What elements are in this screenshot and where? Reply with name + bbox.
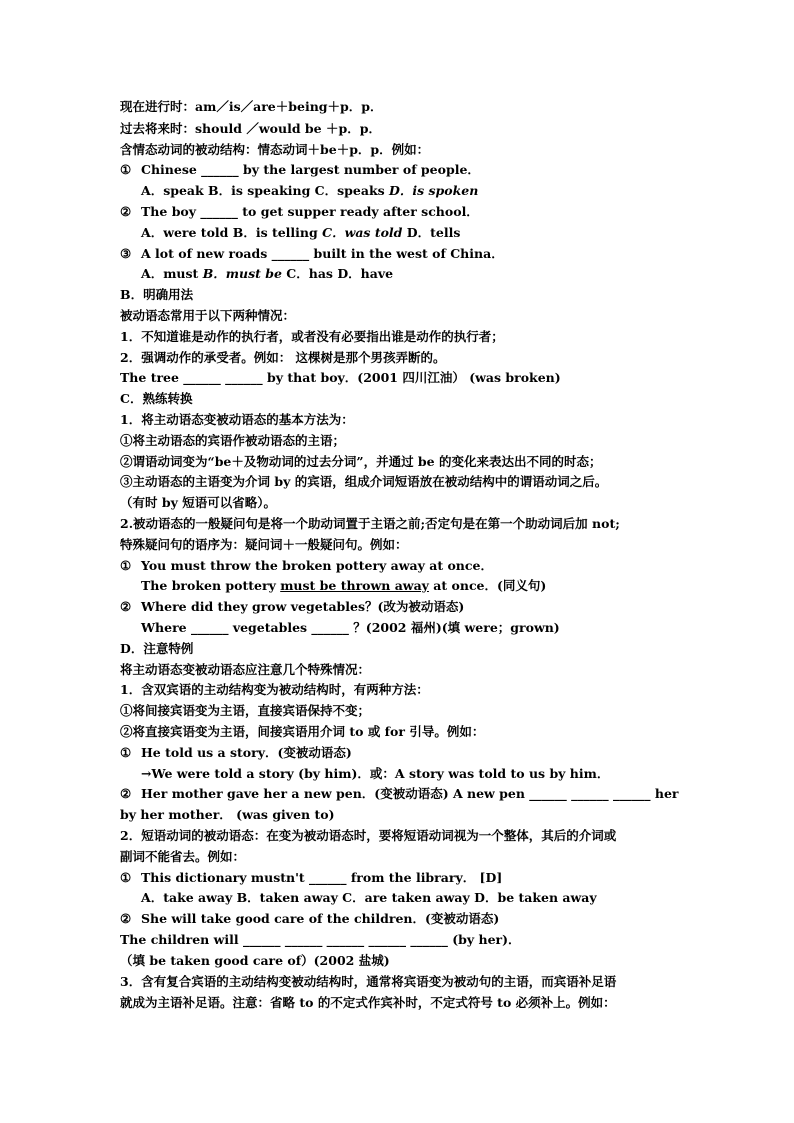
line-text: 1．不知道谁是动作的执行者，或者没有必要指出谁是动作的执行者； [120, 329, 504, 344]
text-line [120, 474, 607, 490]
line-text: 副词不能省去。例如： [120, 849, 246, 864]
text-line [120, 454, 601, 470]
text-line [120, 412, 354, 428]
line-text: Her mother gave her a new pen．(变被动语态) A new pen ______ ______ ______ her [141, 786, 679, 801]
text-line [120, 641, 193, 657]
text-line [120, 703, 370, 719]
text-line [120, 308, 295, 324]
line-text: D．注意特例 [120, 641, 194, 656]
line-text: C．熟练转换 [120, 391, 193, 406]
text-line [120, 932, 521, 948]
item-number: ① [120, 162, 132, 177]
text-segment: D．tells [402, 225, 461, 240]
text-line [120, 682, 429, 698]
item-number: ② [120, 204, 132, 219]
line-text: The boy ______ to get supper ready after school． [141, 204, 479, 219]
item-number: ① [120, 870, 132, 885]
text-line [120, 350, 446, 366]
text-line [141, 890, 597, 906]
line-text: 现在进行时：am／is／are＋being＋p．p． [120, 99, 383, 114]
item-number: ① [120, 558, 132, 573]
line-text: 1．含双宾语的主动结构变为被动结构时，有两种方法： [120, 682, 429, 697]
item-number: ① [120, 745, 132, 760]
text-line [120, 495, 276, 511]
text-line [120, 807, 334, 823]
text-line [120, 433, 345, 449]
item-number: ② [120, 599, 132, 614]
line-text: 被动语态常用于以下两种情况： [120, 308, 296, 323]
text-line [120, 911, 499, 927]
line-text: 2．短语动词的被动语态：在变为被动语态时，要将短语动词视为一个整体，其后的介词或 [120, 828, 617, 843]
text-line [120, 662, 370, 678]
text-line [120, 786, 679, 802]
text-line [141, 578, 546, 594]
line-text: The children will ______ ______ ______ ______ ______ (by her)． [120, 932, 521, 947]
text-line [141, 620, 560, 636]
text-line [141, 266, 393, 282]
item-number: ③ [120, 246, 132, 261]
text-line [120, 246, 504, 262]
line-text: 2．强调动作的承受者。例如： 这棵树是那个男孩弄断的。 [120, 350, 446, 365]
line-text: ②将直接宾语变为主语，间接宾语用介词 to 或 for 引导。例如： [120, 724, 485, 739]
line-text: 过去将来时：should ／would be ＋p．p． [120, 121, 381, 136]
line-text: Where ______ vegetables ______ ？(2002 福州)(填 were；grown) [141, 620, 560, 635]
text-segment: C．has D．have [281, 266, 394, 281]
text-line [120, 204, 479, 220]
line-text: ①将间接宾语变为主语，直接宾语保持不变； [120, 703, 371, 718]
text-line [120, 287, 193, 303]
text-line [120, 516, 620, 532]
line-text: 3．含有复合宾语的主动结构变被动结构时，通常将宾语变为被动句的主语，而宾语补足语 [120, 974, 617, 989]
text-line [120, 162, 480, 178]
text-segment: The broken pottery [141, 578, 281, 593]
text-line [120, 995, 616, 1011]
line-text: →We were told a story (by him)．或：A story was told to us by him． [141, 766, 610, 781]
line-text: He told us a story．(变被动语态) [141, 745, 352, 760]
line-text: （有时 by 短语可以省略）。 [120, 495, 276, 510]
line-text: B．明确用法 [120, 287, 194, 302]
text-line [120, 828, 616, 844]
line-text: 将主动语态变被动语态应注意几个特殊情况： [120, 662, 371, 677]
line-text: 1．将主动语态变被动语态的基本方法为： [120, 412, 354, 427]
line-text: This dictionary mustn't ______ from the library． [D] [141, 870, 503, 885]
line-text: 含情态动词的被动结构：情态动词＋be＋p．p．例如： [120, 142, 430, 157]
text-line [120, 599, 464, 615]
line-text: The tree ______ ______ by that boy．(2001 四川江油） (was broken) [120, 370, 561, 385]
text-line [120, 99, 383, 115]
line-text: A．take away B．taken away C．are taken away D．be taken away [141, 890, 597, 905]
item-number: ② [120, 911, 132, 926]
text-line [120, 537, 408, 553]
text-segment: C．was told [322, 225, 403, 240]
line-text: She will take good care of the children．(变被动语态) [141, 911, 500, 926]
line-text: 2.被动语态的一般疑问句是将一个助动词置于主语之前;否定句是在第一个助动词后加 not; [120, 516, 620, 531]
line-text: （填 be taken good care of）(2002 盐城) [120, 953, 390, 968]
text-segment: A．must [141, 266, 203, 281]
text-line [120, 121, 381, 137]
text-segment: A．speak B．is speaking C．speaks [141, 183, 389, 198]
text-segment: at once．(同义句) [428, 578, 547, 593]
text-line [141, 766, 609, 782]
text-segment: A．were told B．is telling [141, 225, 323, 240]
text-line [120, 558, 493, 574]
line-text: by her mother． (was given to) [120, 807, 335, 822]
text-line [120, 329, 504, 345]
text-line [120, 974, 616, 990]
line-text: A lot of new roads ______ built in the west of China． [141, 246, 504, 261]
text-line [141, 183, 478, 199]
line-text: 特殊疑问句的语序为：疑问词＋一般疑问句。例如： [120, 537, 408, 552]
text-line [120, 849, 245, 865]
text-segment: D．is spoken [389, 183, 479, 198]
text-segment: must be thrown away [280, 578, 429, 593]
text-line [120, 391, 192, 407]
line-text: Where did they grow vegetables？(改为被动语态) [141, 599, 465, 614]
text-segment: B．must be [202, 266, 282, 281]
line-text: 就成为主语补足语。注意：省略 to 的不定式作宾补时，不定式符号 to 必须补上。例如： [120, 995, 616, 1010]
line-text: Chinese ______ by the largest number of people． [141, 162, 480, 177]
text-line [120, 870, 502, 886]
line-text: You must throw the broken pottery away at once． [141, 558, 493, 573]
text-line [141, 225, 460, 241]
text-line [120, 745, 352, 761]
line-text: ①将主动语态的宾语作被动语态的主语； [120, 433, 346, 448]
text-line [120, 370, 561, 386]
text-line [120, 953, 390, 969]
item-number: ② [120, 786, 132, 801]
text-line [120, 724, 484, 740]
line-text: ③主动语态的主语变为介词 by 的宾语，组成介词短语放在被动结构中的谓语动词之后。 [120, 474, 608, 489]
text-line [120, 142, 429, 158]
line-text: ②谓语动词变为“be＋及物动词的过去分词”，并通过 be 的变化来表达出不同的时态； [120, 454, 602, 469]
